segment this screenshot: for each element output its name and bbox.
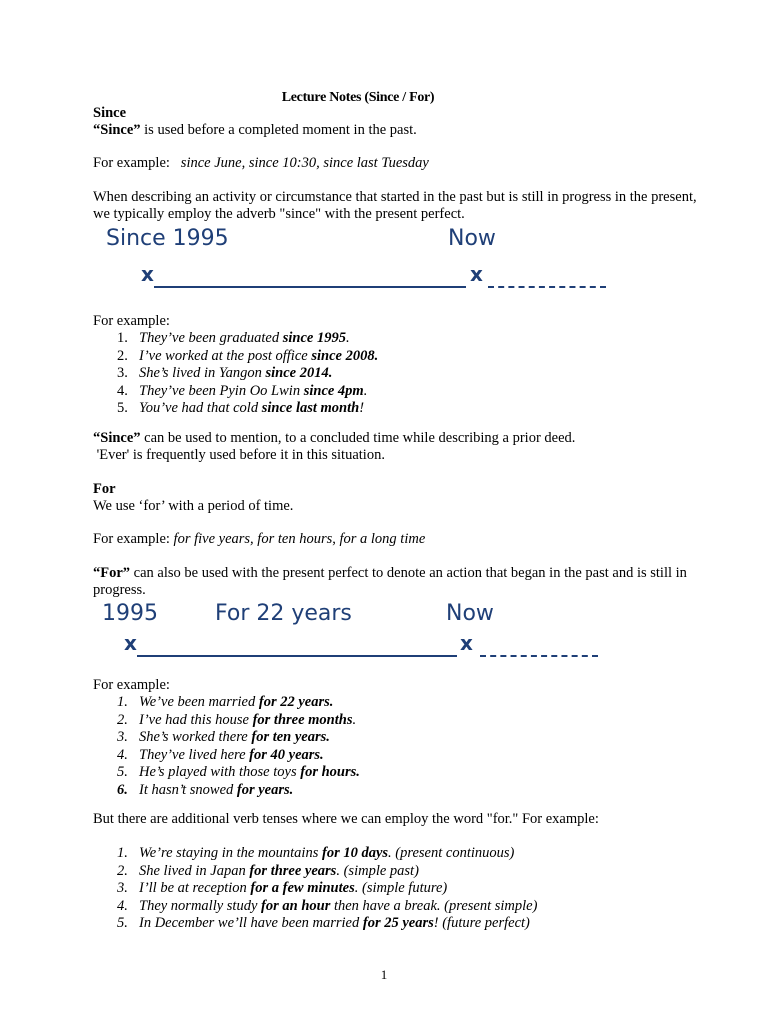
timeline-end-marker: x <box>470 262 483 286</box>
since-example-list <box>93 330 713 418</box>
since-example-label: For example: <box>93 155 170 171</box>
timeline-end-marker: x <box>460 631 473 655</box>
since-intro-rest: is used before a completed moment in the past. <box>140 122 417 138</box>
list-item: 3. She’s worked there for ten years. <box>117 729 330 745</box>
list-item: 5. You’ve had that cold since last month! <box>117 400 365 416</box>
page-title: Lecture Notes (Since / For) <box>281 90 435 105</box>
for-example-text: for five years, for ten hours <box>173 531 333 547</box>
list-item: 5. He’s played with those toys for hours. <box>117 764 360 780</box>
for-timeline <box>98 601 618 665</box>
list-item: 2. I’ve worked at the post office since 2008. <box>117 347 379 364</box>
list-item: 4. They normally study for an hour then have a break. (present simple) <box>117 897 538 914</box>
since-intro <box>93 122 713 139</box>
for-intro: We use ‘for’ with a period of time. <box>93 498 294 514</box>
list-item: 6. It hasn’t snowed for years. <box>117 781 294 798</box>
timeline-continuation <box>480 655 598 657</box>
since-description: When describing an activity or circumstance that started in the past but is still in progress in the present, we typically employ the adverb "since" with the present perfect. <box>93 189 697 222</box>
for-example-label: For example: <box>93 531 174 547</box>
timeline-start-marker: x <box>124 631 137 655</box>
for-example-separator: , <box>332 531 340 547</box>
for-term: “For” <box>93 565 131 581</box>
since-note-rest: can be used to mention, to a concluded time while describing a prior deed. <box>140 430 576 446</box>
timeline-start-label: Since 1995 <box>106 226 229 251</box>
list-item: 1. We’re staying in the mountains for 10 days. (present continuous) <box>117 845 515 861</box>
timeline-end-label: Now <box>448 226 496 251</box>
list-item: 4. They’ve lived here for 40 years. <box>117 746 324 763</box>
timeline-line <box>137 655 457 657</box>
list-item: 1. They’ve been graduated since 1995. <box>117 330 350 346</box>
timeline-line <box>154 286 466 288</box>
for-description <box>93 565 693 599</box>
timeline-duration-label: For 22 years <box>215 601 352 626</box>
since-note <box>93 430 713 447</box>
for-list-label: For example: <box>93 677 170 693</box>
other-tenses-list <box>93 845 713 933</box>
list-item: 3. She’s lived in Yangon since 2014. <box>117 365 333 381</box>
timeline-continuation <box>488 286 606 288</box>
since-timeline <box>98 226 618 296</box>
timeline-end-label: Now <box>446 601 494 626</box>
since-heading: Since <box>93 105 127 121</box>
since-list-label: For example: <box>93 313 170 329</box>
list-item: 4. They’ve been Pyin Oo Lwin since 4pm. <box>117 382 368 399</box>
page-number: 1 <box>380 967 388 982</box>
list-item: 3. I’ll be at reception for a few minutes. (simple future) <box>117 880 448 896</box>
since-note-term: “Since” <box>93 430 141 446</box>
timeline-start-label: 1995 <box>102 601 158 626</box>
other-tenses-intro: But there are additional verb tenses where we can employ the word "for." For example: <box>93 811 599 827</box>
for-example-list <box>93 694 713 799</box>
since-term: “Since” <box>93 122 141 138</box>
since-note-line2: 'Ever' is frequently used before it in this situation. <box>93 447 385 463</box>
for-example <box>93 531 713 548</box>
list-item: 5. In December we’ll have been married for 25 years! (future perfect) <box>117 915 530 931</box>
list-item: 1. We’ve been married for 22 years. <box>117 694 334 710</box>
list-item: 2. She lived in Japan for three years. (simple past) <box>117 862 419 879</box>
list-item: 2. I’ve had this house for three months. <box>117 711 357 728</box>
since-example-text: since June, since 10:30, since last Tuesday <box>180 155 429 171</box>
for-description-rest: can also be used with the present perfect to denote an action that began in the past and is still in progress. <box>93 565 687 598</box>
for-example-text-2: for a long time <box>339 531 426 547</box>
timeline-start-marker: x <box>141 262 154 286</box>
since-example <box>93 155 713 172</box>
for-heading: For <box>93 481 116 497</box>
